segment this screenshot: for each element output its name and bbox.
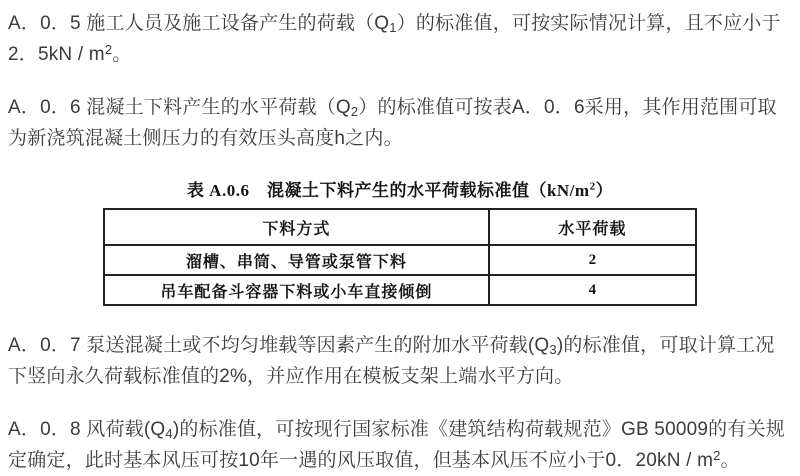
clause-a-0-6: A．0．6 混凝土下料产生的水平荷载$(Q_2)$的标准值可按表A．0．6采用，其作用范围可取为新浇筑混凝土侧压力的有效压头高度h之内。	[8, 97, 777, 149]
table-cell-method: 溜槽、串筒、导管或泵管下料	[104, 245, 489, 275]
table-caption: 表 A.0.6 混凝土下料产生的水平荷载标准值$(kN/m^2)$	[186, 180, 614, 200]
load-table	[103, 208, 697, 306]
table-cell-load: 4	[489, 275, 696, 305]
table-a-0-6	[8, 176, 792, 306]
table-row	[104, 275, 696, 305]
clause-a-0-5: A．0．5 施工人员及施工设备产生的荷载$(Q_1)$的标准值，可按实际情况计算，且不应小于2．$5kN / m^2$。	[8, 13, 781, 65]
load-table-body	[104, 245, 696, 305]
clause-a-0-7: A．0．7 泵送混凝土或不均匀堆载等因素产生的附加水平荷载$(Q_3)$的标准值，可取计算工况下竖向永久荷载标准值的2%，并应作用在模板支架上端水平方向。	[8, 335, 775, 387]
table-cell-load: 2	[489, 245, 696, 275]
column-header-method: 下料方式	[104, 209, 489, 245]
table-header-row	[104, 209, 696, 245]
table-cell-method: 吊车配备斗容器下料或小车直接倾倒	[104, 275, 489, 305]
table-row	[104, 245, 696, 275]
column-header-load: 水平荷载	[489, 209, 696, 245]
clause-a-0-8: A．0．8 风荷载$(Q_4)$的标准值，可按现行国家标准《建筑结构荷载规范》GB 50009的有关规定确定，此时基本风压可按10年一遇的风压取值，但基本风压不应小于0．$20kN / m^2$。	[8, 419, 785, 471]
